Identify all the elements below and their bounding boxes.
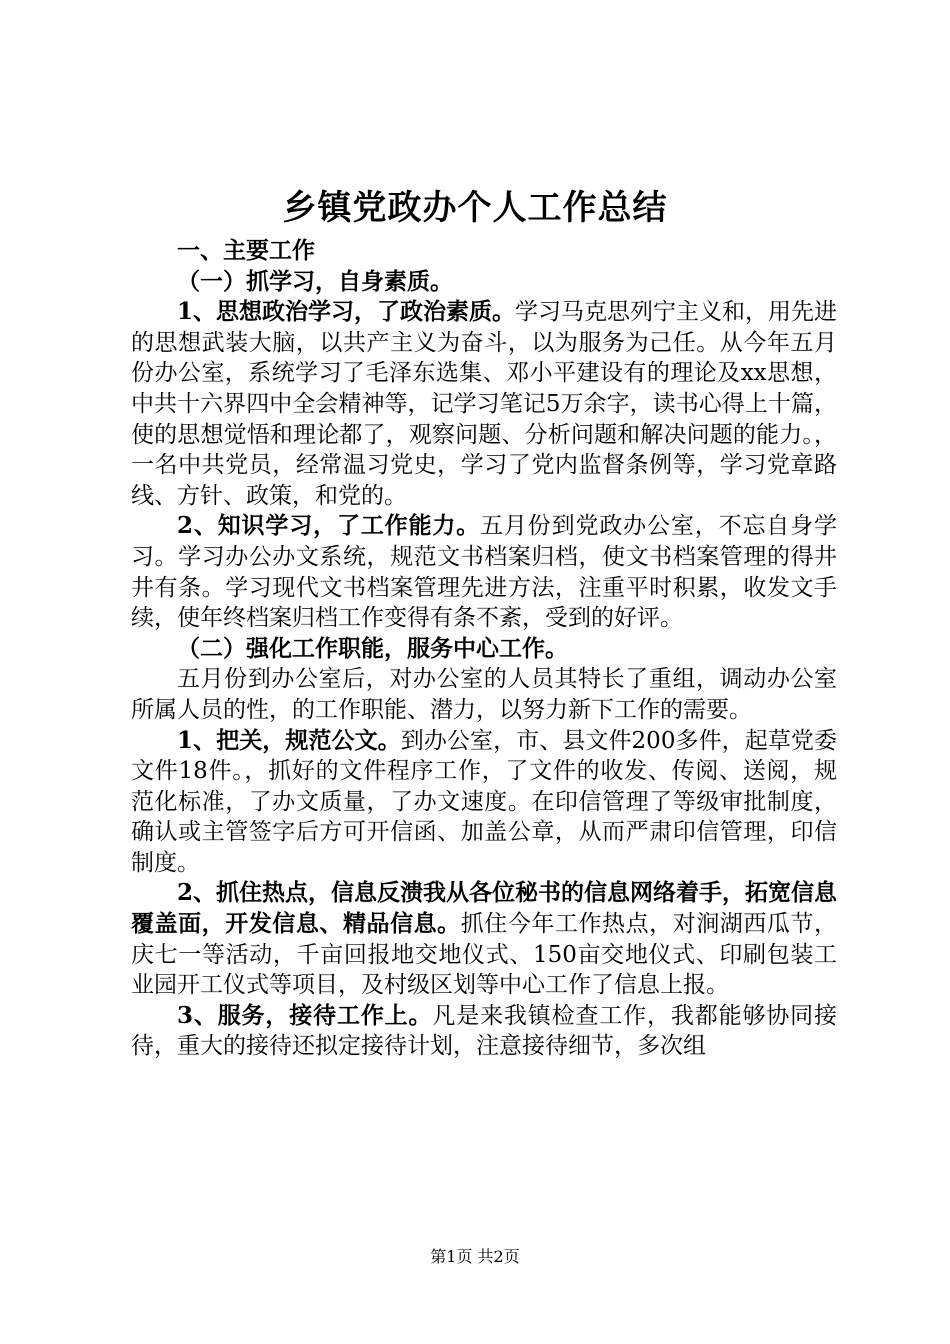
document-title: 乡镇党政办个人工作总结 <box>282 188 668 228</box>
paragraph-lead: 3、服务，接待工作上。 <box>177 1001 433 1029</box>
subsection-heading-work-function: （二）强化工作职能，服务中心工作。 <box>177 634 568 662</box>
subsection-heading-study: （一）抓学习，自身素质。 <box>177 267 453 295</box>
paragraph-documents <box>131 726 837 879</box>
paragraph-text: 抓住今年工作热点，对涧湖西瓜节，庆七一等活动，千亩回报地交地仪式、150亩交地仪式、印刷包装工业园开工仪式等项目，及村级区划等中心工作了信息上报。 <box>131 911 838 999</box>
paragraph-lead: 1、思想政治学习，了政治素质。 <box>177 298 516 326</box>
paragraph-text: 五月份到党政办公室，不忘自身学习。学习办公办文系统，规范文书档案归档，使文书档案管理的得井井有条。学习现代文书档案管理先进方法，注重平时积累，收发文手续，使年终档案归档工作变得有条不紊，受到的好评。 <box>131 513 837 632</box>
paragraph-reception <box>131 1001 837 1062</box>
section-heading-main-work: 一、主要工作 <box>177 237 315 264</box>
paragraph-lead: 2、抓住热点，信息反溃我从各位秘书的信息网络着手，拓宽信息覆盖面，开发信息、精品信息。 <box>131 879 838 938</box>
page-footer: 第1页 共2页 <box>430 1247 520 1266</box>
paragraph-political-study <box>131 297 837 511</box>
paragraph-text: 凡是来我镇检查工作，我都能够协同接待，重大的接待还拟定接待计划，注意接待细节，多次组 <box>131 1002 837 1060</box>
paragraph-office-reorganization: 五月份到办公室后，对办公室的人员其特长了重组，调动办公室所属人员的性，的工作职能、潜力，以努力新下工作的需要。 <box>131 666 837 723</box>
paragraph-text: 到办公室，市、县文件200多件，起草党委文件18件。，抓好的文件程序工作，了文件的收发、传阅、送阅，规范化标准，了办文质量，了办文速度。在印信管理了等级审批制度，确认或主管签字后方可开信函、加盖公章，从而严肃印信管理，印信制度。 <box>131 727 837 876</box>
paragraph-knowledge-study <box>131 511 837 633</box>
paragraph-information <box>131 878 837 1000</box>
paragraph-text: 学习马克思列宁主义和，用先进的思想武装大脑，以共产主义为奋斗，以为服务为己任。从今年五月份办公室，系统学习了毛泽东选集、邓小平建设有的理论及xx思想，中共十六界四中全会精神等，记学习笔记5万余字，读书心得上十篇，使的思想觉悟和理论都了，观察问题、分析问题和解决问题的能力。，一名中共党员，经常温习党史，学习了党内监督条例等，学习党章路线、方针、政策，和党的。 <box>131 299 838 509</box>
document-body <box>131 236 837 1062</box>
paragraph-lead: 1、把关，规范公文。 <box>177 726 401 754</box>
paragraph-lead: 2、知识学习，了工作能力。 <box>177 512 481 540</box>
